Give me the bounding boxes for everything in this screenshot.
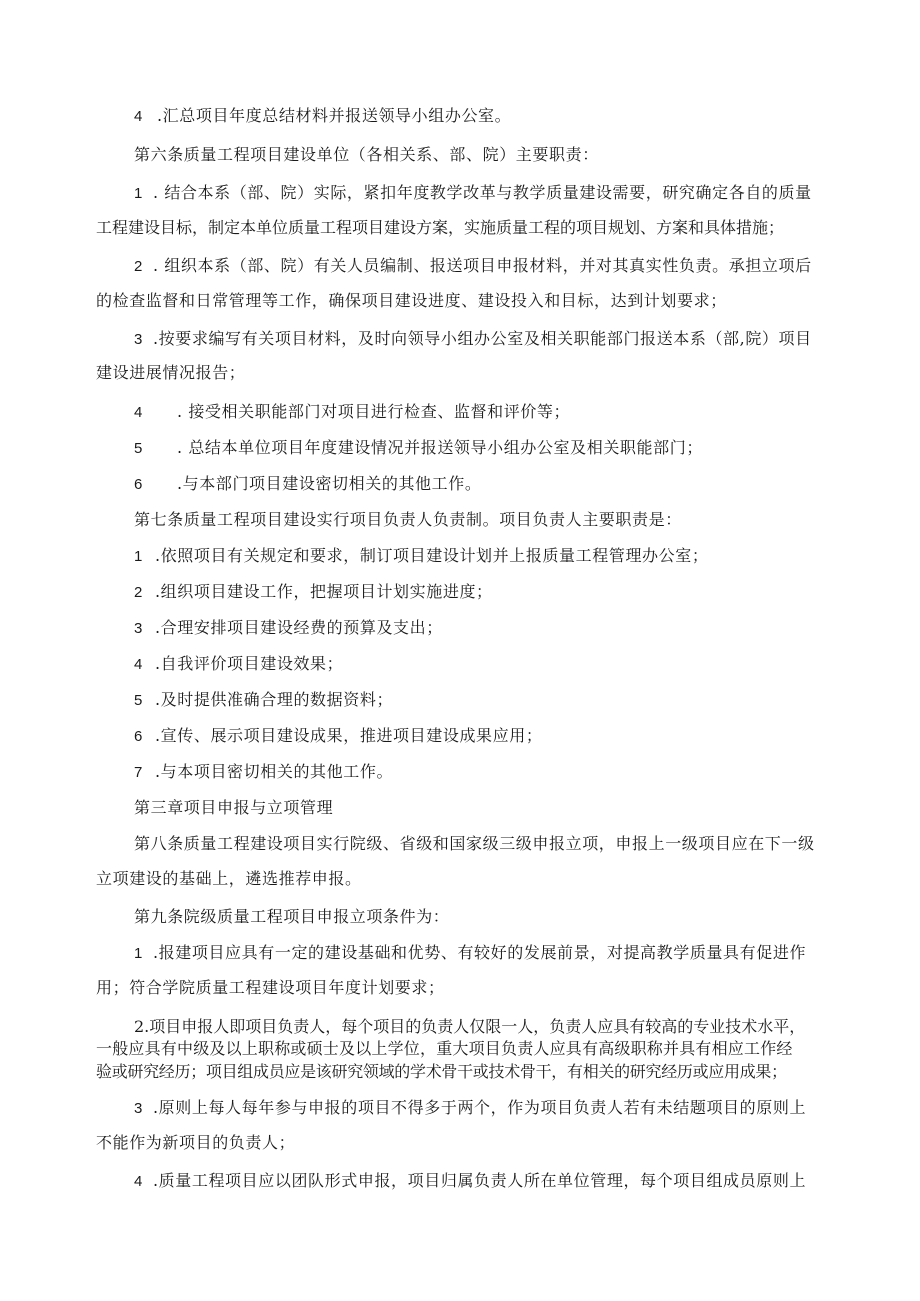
paragraph-line — [134, 546, 708, 567]
paragraph-line — [96, 978, 445, 998]
line-text: . 接受相关职能部门对项目进行检查、监督和评价等； — [176, 402, 571, 421]
item-number: 1 — [134, 185, 143, 202]
paragraph-line — [134, 762, 393, 783]
paragraph-line — [134, 106, 511, 127]
paragraph-line — [96, 1133, 295, 1153]
section-heading — [134, 510, 682, 530]
line-text: .报建项目应具有一定的建设基础和优势、有较好的发展前景，对提高教学质量具有促进作 — [152, 943, 807, 962]
item-number: 3 — [134, 1100, 143, 1117]
paragraph-line — [134, 329, 812, 350]
line-text: 2.项目申报人即项目负责人，每个项目的负责人仅限一人，负责人应具有较高的专业技术水平， — [134, 1017, 806, 1036]
paragraph-line — [96, 869, 362, 889]
paragraph-line — [96, 1039, 793, 1059]
line-text: .合理安排项目建设经费的预算及支出； — [154, 618, 443, 637]
item-number: 4 — [134, 108, 143, 125]
item-number: 3 — [134, 331, 143, 348]
line-text: 第三章项目申报与立项管理 — [134, 798, 334, 817]
line-text: .按要求编写有关项目材料，及时向领导小组办公室及相关职能部门报送本系（部,院）项目 — [152, 329, 812, 348]
paragraph-line — [134, 726, 542, 747]
item-number: 1 — [134, 548, 143, 565]
chapter-heading — [134, 798, 333, 818]
item-number: 6 — [134, 728, 143, 745]
paragraph-line — [134, 618, 443, 639]
paragraph-line — [96, 291, 727, 311]
line-text: 验或研究经历；项目组成员应是该研究领域的学术骨干或技术骨干，有相关的研究经历或应用成果； — [96, 1062, 787, 1081]
line-text: 第八条质量工程建设项目实行院级、省级和国家级三级申报立项，申报上一级项目应在下一级 — [134, 834, 815, 853]
line-text: .与本部门项目建设密切相关的其他工作。 — [176, 474, 482, 493]
paragraph-line — [134, 690, 393, 711]
line-text: 建设进展情况报告； — [96, 363, 246, 382]
paragraph-line — [134, 183, 812, 204]
item-number: 3 — [134, 620, 143, 637]
line-text: .与本项目密切相关的其他工作。 — [154, 762, 394, 781]
line-text: 第六条质量工程项目建设单位（各相关系、部、院）主要职责： — [134, 145, 599, 164]
line-text: 第九条院级质量工程项目申报立项条件为： — [134, 907, 450, 926]
item-number: 5 — [134, 440, 143, 457]
paragraph-line — [134, 834, 815, 854]
paragraph-line — [134, 943, 806, 964]
paragraph-line — [96, 363, 245, 383]
paragraph-line — [134, 474, 481, 495]
line-text: .宣传、展示项目建设成果，推进项目建设成果应用； — [154, 726, 543, 745]
line-text: 用；符合学院质量工程建设项目年度计划要求； — [96, 978, 445, 997]
line-text: .依照项目有关规定和要求，制订项目建设计划并上报质量工程管理办公室； — [154, 546, 709, 565]
item-number: 4 — [134, 404, 143, 421]
line-text: .汇总项目年度总结材料并报送领导小组办公室。 — [156, 106, 512, 125]
line-text: 第七条质量工程项目建设实行项目负责人负责制。项目负责人主要职责是： — [134, 510, 682, 529]
line-text: .组织项目建设工作，把握项目计划实施进度； — [154, 582, 493, 601]
item-number: 2 — [134, 584, 143, 601]
line-text: 不能作为新项目的负责人； — [96, 1133, 296, 1152]
paragraph-line — [134, 654, 343, 675]
paragraph-line — [134, 1098, 806, 1119]
line-text: . 结合本系（部、院）实际，紧扣年度教学改革与教学质量建设需要，研究确定各自的质量 — [152, 183, 812, 202]
item-number: 5 — [134, 692, 143, 709]
section-heading — [134, 907, 449, 927]
line-text: .自我评价项目建设效果； — [154, 654, 344, 673]
paragraph-line — [134, 582, 493, 603]
line-text: 一般应具有中级及以上职称或硕士及以上学位，重大项目负责人应具有高级职称并具有相应工作经 — [96, 1039, 793, 1058]
line-text: 立项建设的基础上，遴选推荐申报。 — [96, 869, 362, 888]
paragraph-line — [96, 1062, 787, 1082]
paragraph-line — [96, 218, 784, 238]
item-number: 6 — [134, 476, 143, 493]
item-number: 2 — [134, 258, 143, 275]
line-text: .质量工程项目应以团队形式申报，项目归属负责人所在单位管理，每个项目组成员原则上 — [152, 1171, 807, 1190]
item-number: 1 — [134, 945, 143, 962]
section-heading — [134, 145, 599, 165]
item-number: 4 — [134, 656, 143, 673]
line-text: 的检查监督和日常管理等工作，确保项目建设进度、建设投入和目标，达到计划要求； — [96, 291, 727, 310]
line-text: .及时提供准确合理的数据资料； — [154, 690, 394, 709]
paragraph-line — [134, 402, 570, 423]
line-text: 工程建设目标，制定本单位质量工程项目建设方案，实施质量工程的项目规划、方案和具体措施； — [96, 218, 785, 237]
paragraph-line — [134, 256, 812, 277]
item-number: 7 — [134, 764, 143, 781]
paragraph-line — [134, 1017, 805, 1037]
line-text: . 总结本单位项目年度建设情况并报送领导小组办公室及相关职能部门； — [176, 438, 703, 457]
paragraph-line — [134, 438, 703, 459]
line-text: . 组织本系（部、院）有关人员编制、报送项目申报材料，并对其真实性负责。承担立项后 — [152, 256, 812, 275]
paragraph-line — [134, 1171, 806, 1192]
line-text: .原则上每人每年参与申报的项目不得多于两个，作为项目负责人若有未结题项目的原则上 — [152, 1098, 807, 1117]
item-number: 4 — [134, 1173, 143, 1190]
